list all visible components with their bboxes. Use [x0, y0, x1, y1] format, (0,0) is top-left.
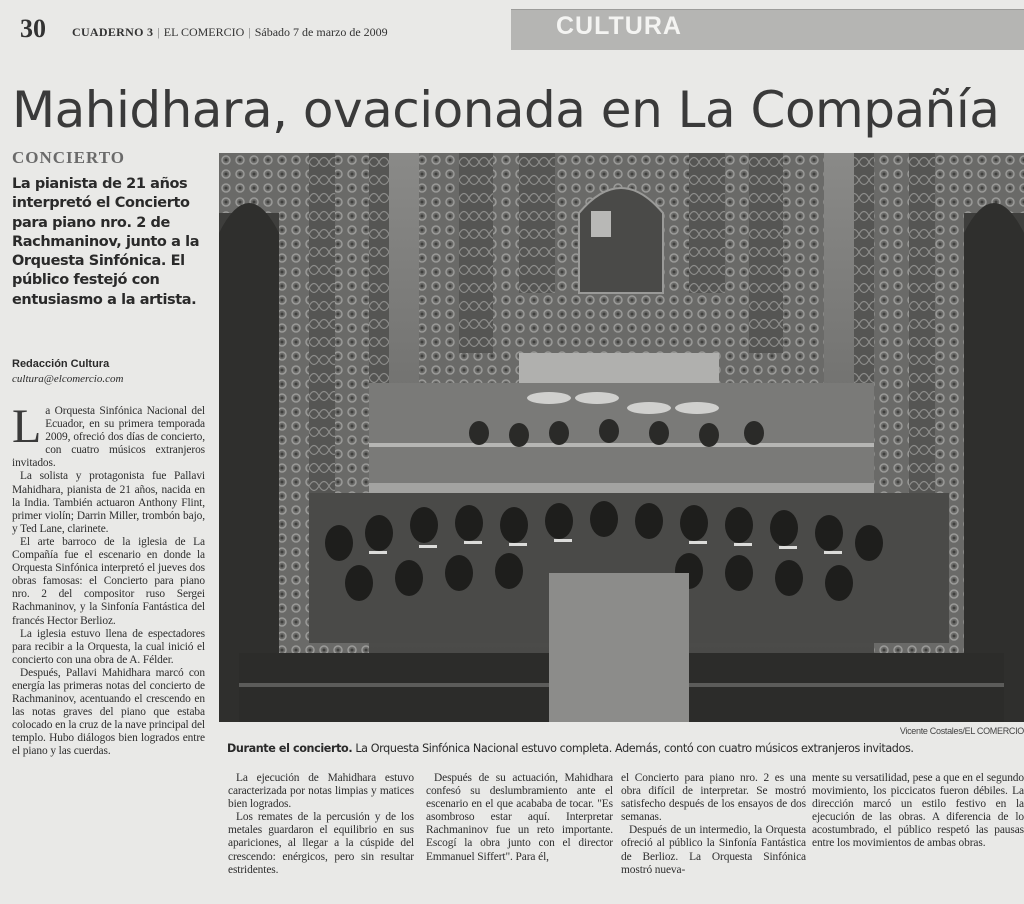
article-column-4: [621, 772, 806, 877]
photo-credit: Vicente Costales/EL COMERCIO: [899, 726, 1024, 736]
page-number: 30: [20, 14, 46, 43]
newspaper-name: EL COMERCIO: [163, 25, 245, 39]
caption-text: La Orquesta Sinfónica Nacional estuvo completa. Además, contó con cuatro músicos extranjeros invitados.: [352, 742, 914, 755]
header-meta: CUADERNO 3 | EL COMERCIO | Sábado 7 de marzo de 2009: [72, 25, 388, 39]
paragraph: La iglesia estuvo llena de espectadores para recibir a la Orquesta, la cual inició el concierto con una obra de A. Félder.: [12, 627, 205, 666]
paragraph: Después, Pallavi Mahidhara marcó con energía las primeras notas del concierto de Rachmaninov, acentuando el crescendo en las notas graves del piano que estaba colocado en la cruz de la nave principal del templo. Hubo diálogos bien logrados entre el piano y las cuerdas.: [12, 666, 205, 758]
category-label: CULTURA: [556, 12, 682, 40]
article-column-5: [812, 772, 1024, 851]
caption-lead: Durante el concierto.: [227, 742, 353, 755]
photo-caption: [227, 742, 1024, 755]
article-column-1: [12, 400, 205, 759]
byline: Redacción Cultura: [12, 358, 110, 370]
dropcap: L: [12, 400, 42, 453]
section-name: CUADERNO 3: [72, 25, 154, 39]
paragraph: Después de su actuación, Mahidhara confesó su deslumbramiento ante el escenario en el que acababa de tocar. "Es asombroso estar aquí. Interpretar Rachmaninov fue un reto importante. Escogí la obra junto con el director Emmanuel Siffert". Para él,: [426, 772, 613, 863]
article-column-2: [228, 772, 414, 877]
concert-photo: [219, 153, 1024, 722]
paragraph: El arte barroco de la iglesia de La Compañía fue el escenario en donde la Orquesta Sinfónica interpretó el jueves dos obras famosas: el Concierto para piano nro. 2 del compositor ruso Sergei Rachmaninov, y la Sinfonía Fantástica del francés Hector Berlioz.: [12, 535, 205, 627]
kicker: CONCIERTO: [12, 148, 125, 167]
deck: La pianista de 21 años interpretó el Concierto para piano nro. 2 de Rachmaninov, junto a la Orquesta Sinfónica. El público festejó con entusiasmo a la artista.: [12, 176, 200, 308]
paragraph: Los remates de la percusión y de los metales guardaron el equilibrio en sus apariciones, al llegar a la cúspide del crescendo: enérgicos, pero sin resultar estridentes.: [228, 811, 414, 876]
paragraph: mente su versatilidad, pese a que en el segundo movimiento, los piccicatos fueron débiles. La dirección marcó un estilo festivo en la ejecución de las obras. A diferencia de lo acostumbrado, el público respetó las pausas entre los movimientos de ambas obras.: [812, 772, 1024, 850]
paragraph: La Orquesta Sinfónica Nacional del Ecuador, en su primera temporada 2009, ofreció dos días de concierto, con cuatro músicos extranjeros invitados.: [12, 400, 205, 470]
paragraph: La solista y protagonista fue Pallavi Mahidhara, pianista de 21 años, nacida en la India. También actuaron Anthony Flint, primer violín; Darrin Miller, trombón bajo, y Ted Lane, clarinete.: [12, 470, 205, 535]
page-header: [0, 0, 1024, 56]
headline: Mahidhara, ovacionada en La Compañía: [12, 81, 1000, 139]
church-interior-illustration: [219, 153, 1024, 722]
author-email: cultura@elcomercio.com: [12, 373, 124, 385]
paragraph: Después de un intermedio, la Orquesta ofreció al público la Sinfonía Fantástica de Berlioz. La Orquesta Sinfónica mostró nueva-: [621, 824, 806, 876]
issue-date: Sábado 7 de marzo de 2009: [254, 25, 388, 39]
paragraph: el Concierto para piano nro. 2 es una obra difícil de interpretar. Se mostró satisfecho después de los ensayos de dos semanas.: [621, 772, 806, 824]
paragraph: La ejecución de Mahidhara estuvo caracterizada por notas limpias y matices bien logrados.: [228, 772, 414, 811]
article-column-3: [426, 772, 613, 864]
